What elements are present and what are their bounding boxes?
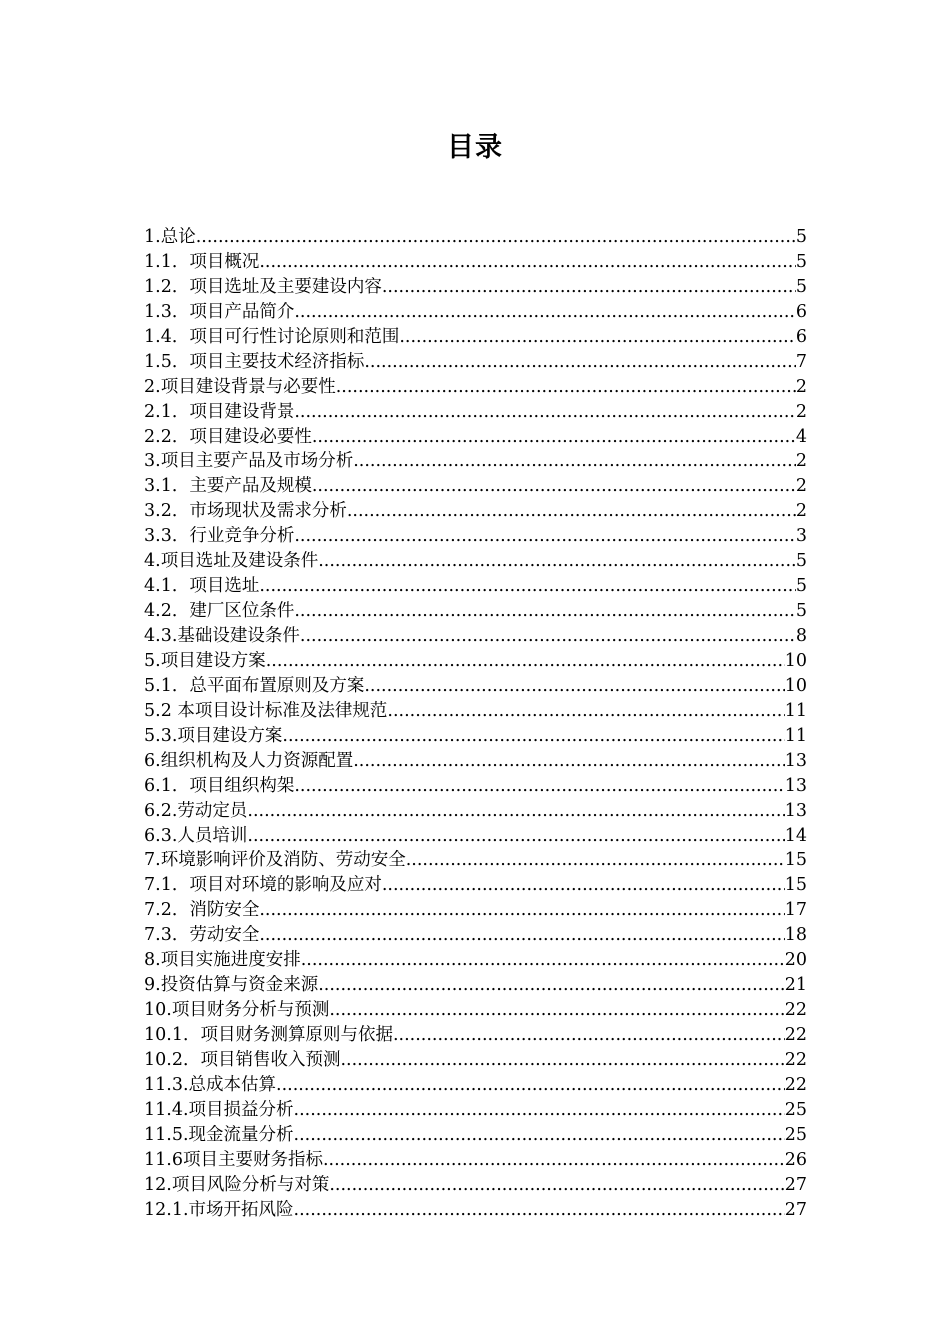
toc-entry-page-number: 4 — [795, 426, 807, 447]
toc-entry[interactable] — [144, 724, 807, 749]
toc-entry-label: 4.项目选址及建设条件 — [144, 551, 319, 572]
toc-entry[interactable] — [144, 300, 807, 325]
toc-entry-page-number: 22 — [784, 1049, 807, 1070]
toc-entry-page-number: 5 — [795, 251, 807, 272]
toc-dot-leader — [312, 474, 796, 499]
toc-dot-leader — [294, 1198, 785, 1223]
toc-entry-label: 10.2．项目销售收入预测 — [144, 1049, 341, 1070]
toc-entry[interactable] — [144, 948, 807, 973]
toc-entry-label: 6.组织机构及人力资源配置 — [144, 750, 354, 771]
toc-dot-leader — [323, 1148, 785, 1173]
toc-dot-leader — [259, 898, 784, 923]
toc-entry-page-number: 5 — [795, 601, 807, 622]
toc-dot-leader — [312, 425, 796, 450]
toc-dot-leader — [276, 1073, 785, 1098]
toc-entry-page-number: 17 — [784, 900, 807, 921]
toc-entry[interactable] — [144, 1198, 807, 1223]
toc-dot-leader — [259, 250, 796, 275]
toc-entry[interactable] — [144, 400, 807, 425]
toc-entry-label: 11.6项目主要财务指标 — [144, 1149, 323, 1170]
toc-entry-label: 1.5．项目主要技术经济指标 — [144, 351, 365, 372]
toc-dot-leader — [364, 674, 784, 699]
toc-entry-page-number: 2 — [795, 401, 807, 422]
toc-entry[interactable] — [144, 1023, 807, 1048]
toc-entry[interactable] — [144, 923, 807, 948]
toc-entry[interactable] — [144, 225, 807, 250]
toc-dot-leader — [399, 325, 796, 350]
toc-entry[interactable] — [144, 1048, 807, 1073]
toc-entry[interactable] — [144, 499, 807, 524]
toc-entry-label: 2.2．项目建设必要性 — [144, 426, 312, 447]
toc-entry-label: 1.4．项目可行性讨论原则和范围 — [144, 326, 400, 347]
toc-entry-label: 5.2 本项目设计标准及法律规范 — [144, 700, 388, 721]
table-of-contents — [144, 225, 807, 1223]
toc-entry[interactable] — [144, 524, 807, 549]
toc-entry[interactable] — [144, 649, 807, 674]
toc-dot-leader — [301, 948, 785, 973]
toc-entry-page-number: 20 — [784, 950, 807, 971]
toc-entry[interactable] — [144, 275, 807, 300]
toc-entry[interactable] — [144, 1098, 807, 1123]
toc-entry-page-number: 26 — [784, 1149, 807, 1170]
toc-dot-leader — [353, 749, 785, 774]
toc-dot-leader — [329, 1173, 784, 1198]
toc-dot-leader — [294, 400, 796, 425]
toc-dot-leader — [247, 799, 784, 824]
toc-dot-leader — [259, 574, 796, 599]
toc-entry[interactable] — [144, 624, 807, 649]
toc-dot-leader — [247, 824, 784, 849]
toc-entry[interactable] — [144, 873, 807, 898]
toc-dot-leader — [393, 1023, 785, 1048]
toc-entry[interactable] — [144, 574, 807, 599]
toc-entry-page-number: 22 — [784, 1074, 807, 1095]
toc-dot-leader — [329, 998, 784, 1023]
toc-dot-leader — [406, 848, 785, 873]
toc-entry[interactable] — [144, 848, 807, 873]
toc-dot-leader — [196, 225, 796, 250]
toc-dot-leader — [300, 624, 796, 649]
toc-dot-leader — [294, 524, 796, 549]
toc-entry-label: 12.项目风险分析与对策 — [144, 1174, 330, 1195]
toc-dot-leader — [294, 774, 784, 799]
toc-entry[interactable] — [144, 824, 807, 849]
toc-entry-label: 1.3．项目产品简介 — [144, 301, 295, 322]
toc-entry-page-number: 10 — [784, 650, 807, 671]
toc-entry-label: 8.项目实施进度安排 — [144, 950, 301, 971]
toc-dot-leader — [259, 923, 784, 948]
toc-dot-leader — [347, 499, 796, 524]
toc-entry-page-number: 22 — [784, 1000, 807, 1021]
toc-entry-page-number: 14 — [784, 825, 807, 846]
toc-entry[interactable] — [144, 699, 807, 724]
toc-dot-leader — [318, 549, 796, 574]
toc-entry-page-number: 3 — [795, 526, 807, 547]
toc-entry[interactable] — [144, 599, 807, 624]
toc-dot-leader — [336, 375, 796, 400]
toc-entry-page-number: 2 — [795, 376, 807, 397]
toc-entry-label: 11.4.项目损益分析 — [144, 1099, 294, 1120]
toc-dot-leader — [340, 1048, 784, 1073]
toc-entry[interactable] — [144, 474, 807, 499]
toc-dot-leader — [387, 699, 784, 724]
toc-entry[interactable] — [144, 1123, 807, 1148]
toc-entry[interactable] — [144, 250, 807, 275]
toc-entry[interactable] — [144, 1173, 807, 1198]
toc-entry-label: 5.1．总平面布置原则及方案 — [144, 675, 365, 696]
toc-entry-page-number: 5 — [795, 227, 807, 247]
toc-dot-leader — [364, 350, 796, 375]
toc-entry[interactable] — [144, 325, 807, 350]
toc-entry-label: 11.3.总成本估算 — [144, 1074, 277, 1095]
toc-dot-leader — [294, 1123, 785, 1148]
toc-dot-leader — [294, 599, 796, 624]
toc-entry-page-number: 2 — [795, 501, 807, 522]
toc-entry-page-number: 6 — [795, 326, 807, 347]
toc-entry-label: 2.项目建设背景与必要性 — [144, 376, 336, 397]
toc-entry-label: 4.2．建厂区位条件 — [144, 601, 295, 622]
toc-dot-leader — [294, 300, 796, 325]
toc-entry-label: 11.5.现金流量分析 — [144, 1124, 294, 1145]
page-title: 目录 — [447, 132, 503, 163]
toc-entry-label: 6.2.劳动定员 — [144, 800, 248, 821]
toc-entry[interactable] — [144, 973, 807, 998]
toc-entry-label: 2.1．项目建设背景 — [144, 401, 295, 422]
toc-entry-label: 12.1.市场开拓风险 — [144, 1199, 294, 1220]
toc-entry-page-number: 21 — [784, 975, 807, 996]
toc-entry-label: 3.1．主要产品及规模 — [144, 476, 312, 497]
toc-entry-page-number: 8 — [795, 626, 807, 646]
toc-entry-label: 4.1．项目选址 — [144, 576, 260, 597]
toc-entry-page-number: 13 — [784, 800, 807, 821]
toc-dot-leader — [294, 1098, 785, 1123]
toc-entry-page-number: 10 — [784, 675, 807, 696]
toc-entry-page-number: 22 — [784, 1025, 807, 1045]
toc-entry-label: 10.1．项目财务测算原则与依据 — [144, 1025, 393, 1045]
toc-entry[interactable] — [144, 1148, 807, 1173]
toc-entry[interactable] — [144, 1073, 807, 1098]
toc-entry-label: 5.项目建设方案 — [144, 650, 266, 671]
toc-entry-label: 1.总论 — [144, 227, 196, 247]
toc-entry-page-number: 13 — [784, 750, 807, 771]
toc-entry[interactable] — [144, 375, 807, 400]
toc-entry-page-number: 2 — [795, 476, 807, 497]
toc-entry[interactable] — [144, 749, 807, 774]
toc-dot-leader — [353, 449, 796, 474]
toc-entry-label: 5.3.项目建设方案 — [144, 725, 283, 746]
toc-entry[interactable] — [144, 350, 807, 375]
toc-entry-page-number: 5 — [795, 276, 807, 297]
toc-entry-page-number: 15 — [784, 875, 807, 896]
toc-entry[interactable] — [144, 998, 807, 1023]
toc-entry-label: 3.3．行业竞争分析 — [144, 526, 295, 547]
toc-dot-leader — [382, 275, 796, 300]
toc-entry-page-number: 13 — [784, 775, 807, 796]
toc-entry-page-number: 7 — [795, 351, 807, 372]
toc-entry-page-number: 11 — [784, 700, 807, 721]
toc-entry[interactable] — [144, 425, 807, 450]
toc-entry-label: 1.2．项目选址及主要建设内容 — [144, 276, 382, 297]
toc-entry-label: 6.3.人员培训 — [144, 825, 248, 846]
toc-entry-label: 9.投资估算与资金来源 — [144, 975, 319, 996]
toc-dot-leader — [282, 724, 784, 749]
toc-entry-label: 7.环境影响评价及消防、劳动安全 — [144, 850, 406, 871]
toc-entry[interactable] — [144, 898, 807, 923]
toc-entry-label: 3.项目主要产品及市场分析 — [144, 451, 354, 472]
toc-entry-label: 7.3．劳动安全 — [144, 925, 260, 946]
toc-entry-label: 1.1．项目概况 — [144, 251, 260, 272]
toc-entry-label: 10.项目财务分析与预测 — [144, 1000, 330, 1021]
toc-entry-page-number: 11 — [784, 725, 807, 746]
toc-entry-page-number: 5 — [795, 551, 807, 572]
toc-entry-label: 3.2．市场现状及需求分析 — [144, 501, 347, 522]
toc-entry[interactable] — [144, 674, 807, 699]
toc-entry-label: 7.2．消防安全 — [144, 900, 260, 921]
toc-entry-page-number: 15 — [784, 850, 807, 871]
toc-entry-page-number: 18 — [784, 925, 807, 946]
toc-entry-label: 4.3.基础设建设条件 — [144, 626, 300, 646]
toc-entry-label: 6.1．项目组织构架 — [144, 775, 295, 796]
toc-entry-page-number: 5 — [795, 576, 807, 597]
toc-entry-page-number: 27 — [784, 1174, 807, 1195]
toc-entry-page-number: 25 — [784, 1099, 807, 1120]
toc-dot-leader — [318, 973, 785, 998]
toc-entry[interactable] — [144, 449, 807, 474]
toc-entry[interactable] — [144, 549, 807, 574]
toc-entry-label: 7.1．项目对环境的影响及应对 — [144, 875, 382, 896]
toc-entry-page-number: 27 — [784, 1199, 807, 1220]
toc-dot-leader — [382, 873, 785, 898]
toc-entry[interactable] — [144, 799, 807, 824]
toc-entry[interactable] — [144, 774, 807, 799]
toc-dot-leader — [266, 649, 785, 674]
toc-entry-page-number: 25 — [784, 1124, 807, 1145]
toc-entry-page-number: 6 — [795, 301, 807, 322]
toc-entry-page-number: 2 — [795, 451, 807, 472]
